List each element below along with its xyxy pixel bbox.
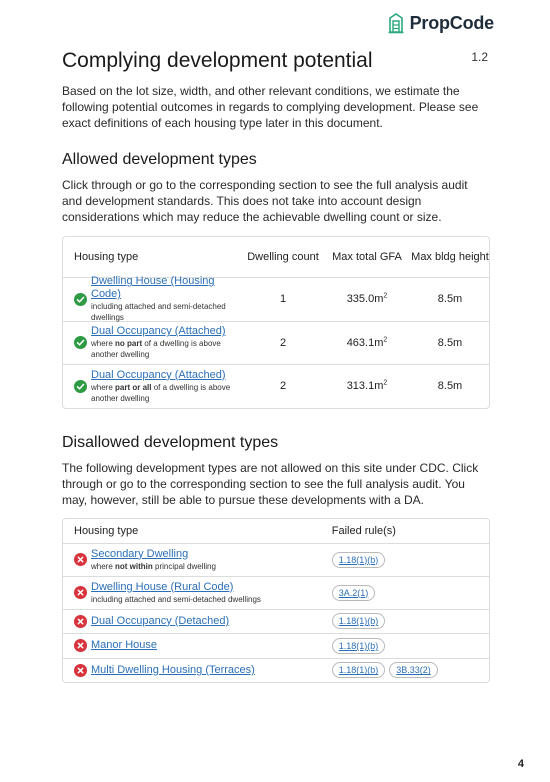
failed-rule-link[interactable]: 1.18(1)(b) (332, 613, 386, 629)
housing-type-link[interactable]: Dwelling House (Housing Code) (91, 275, 215, 301)
failed-rule-link[interactable]: 1.18(1)(b) (332, 662, 386, 678)
brand-name: PropCode (409, 12, 494, 33)
table-row (63, 633, 489, 658)
disallowed-table-header (63, 519, 489, 543)
table-row (63, 576, 489, 609)
page-number: 4 (517, 758, 524, 770)
housing-type-link[interactable]: Dwelling House (Rural Code) (91, 580, 234, 593)
page-title: Complying development potential (62, 49, 373, 72)
col-max-gfa: Max total GFA (332, 251, 402, 263)
table-row (63, 609, 489, 634)
table-row (63, 277, 489, 321)
check-circle-icon (74, 293, 87, 306)
failed-rule-link[interactable]: 1.18(1)(b) (332, 552, 386, 568)
page-content (62, 48, 490, 683)
housing-type-link[interactable]: Dual Occupancy (Attached) (91, 368, 226, 381)
check-circle-icon (74, 380, 87, 393)
allowed-heading: Allowed development types (62, 151, 257, 168)
housing-type-note: including attached and semi-detached dwellings (91, 302, 226, 323)
failed-rule-link[interactable]: 3A.2(1) (332, 585, 376, 601)
max-height: 8.5m (437, 380, 463, 393)
disallowed-table (62, 518, 490, 684)
housing-type-note: where not within principal dwelling (91, 561, 216, 571)
dwelling-count: 2 (279, 380, 287, 393)
x-circle-icon (74, 664, 87, 677)
table-row (63, 321, 489, 365)
max-gfa: $335.0m^2$ (346, 292, 388, 306)
col-housing-type: Housing type (74, 524, 139, 537)
allowed-table-header (63, 237, 489, 277)
housing-type-note: where no part of a dwelling is above another dwelling (91, 339, 221, 360)
max-height: 8.5m (437, 293, 463, 306)
housing-type-link[interactable]: Dual Occupancy (Detached) (91, 614, 230, 627)
x-circle-icon (74, 639, 87, 652)
housing-type-link[interactable]: Manor House (91, 639, 158, 652)
col-dwelling-count: Dwelling count (247, 251, 319, 263)
col-max-height: Max bldg height (411, 251, 489, 263)
check-circle-icon (74, 336, 87, 349)
x-circle-icon (74, 553, 87, 566)
failed-rule-link[interactable]: 3B.33(2) (389, 662, 438, 678)
allowed-table (62, 236, 490, 409)
max-gfa: $463.1m^2$ (346, 336, 388, 349)
housing-type-link[interactable]: Dual Occupancy (Attached) (91, 325, 226, 338)
housing-type-note: including attached and semi-detached dwellings (91, 594, 261, 604)
dwelling-count: 2 (279, 336, 287, 349)
section-number: 1.2 (471, 50, 488, 64)
table-row (63, 364, 489, 408)
housing-type-note: where part or all of a dwelling is above another dwelling (91, 382, 231, 403)
max-height: 8.5m (437, 336, 463, 349)
x-circle-icon (74, 615, 87, 628)
intro-paragraph: Based on the lot size, width, and other relevant conditions, we estimate the following potential outcomes in regards to complying development. Please see exact definitions of each housing type later in this document. (62, 84, 479, 130)
max-gfa: $313.1m^2$ (346, 379, 388, 393)
disallowed-heading: Disallowed development types (62, 433, 279, 451)
building-logo-icon (387, 12, 405, 34)
x-circle-icon (74, 586, 87, 599)
housing-type-link[interactable]: Secondary Dwelling (91, 547, 189, 560)
table-row (63, 543, 489, 576)
allowed-paragraph: Click through or go to the corresponding section to see the full analysis audit and development standards. This does not take into account design considerations which may reduce the achievable dwelling count or size. (62, 178, 468, 224)
disallowed-paragraph: The following development types are not allowed on this site under CDC. Click through or go to the corresponding section to see the full analysis audit. You may, however, still be able to pursue these developments with a DA. (62, 460, 479, 507)
failed-rule-link[interactable]: 1.18(1)(b) (332, 638, 386, 654)
col-housing-type: Housing type (74, 251, 139, 263)
dwelling-count: 1 (279, 293, 287, 306)
table-row (63, 658, 489, 683)
col-failed-rules: Failed rule(s) (331, 524, 396, 537)
housing-type-link[interactable]: Multi Dwelling Housing (Terraces) (91, 663, 255, 676)
propcode-logo (387, 12, 494, 34)
